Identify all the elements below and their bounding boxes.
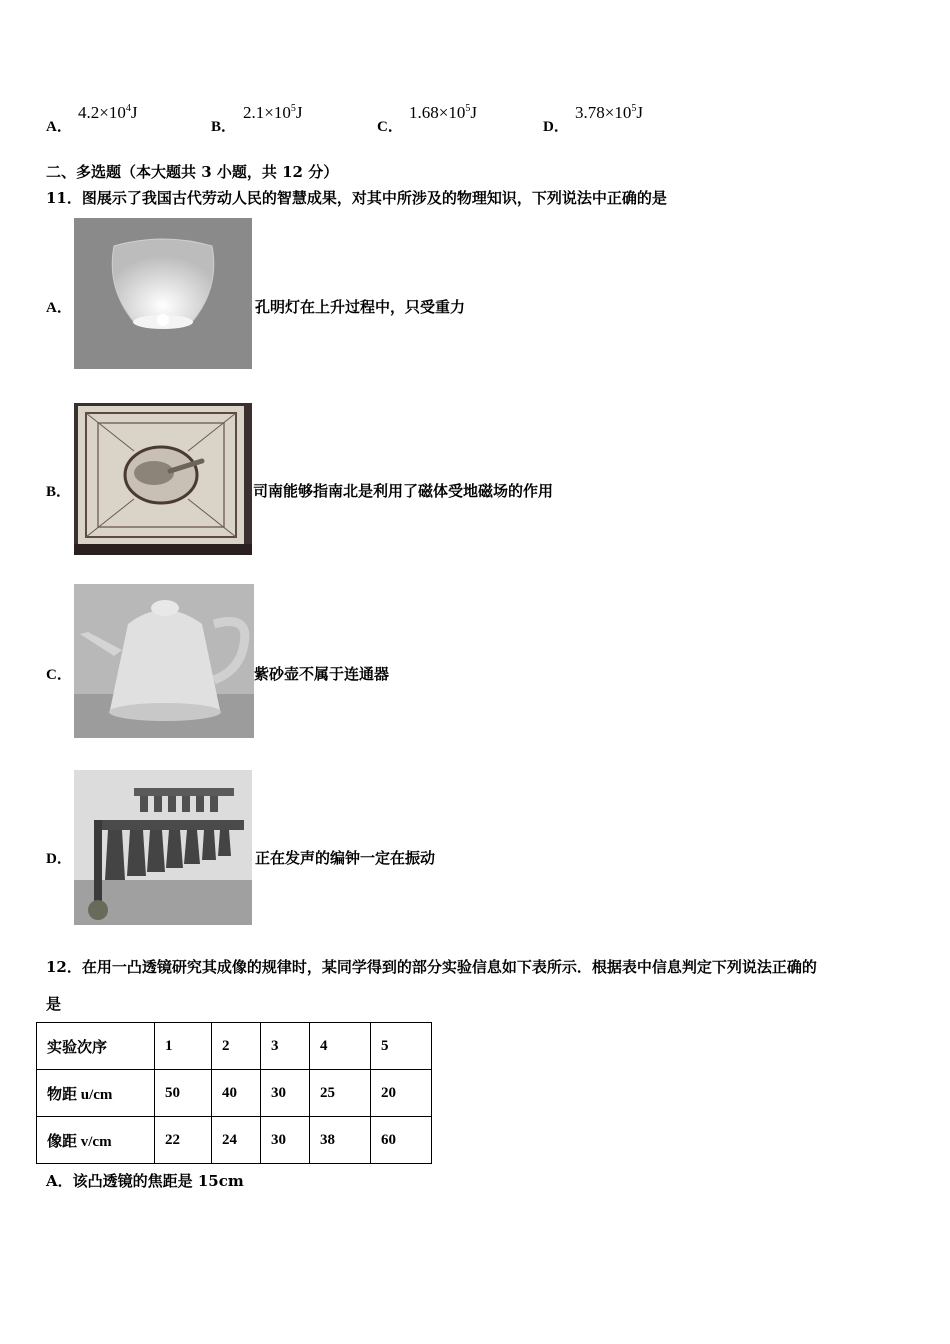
option-label: B． (211, 119, 237, 135)
q11-stem: 11．图展示了我国古代劳动人民的智慧成果，对其中所涉及的物理知识，下列说法中正确的是 (46, 189, 667, 207)
q11-option-c-label: C． (46, 667, 72, 683)
option-formula: $3.78\times 10^5J$ (575, 103, 643, 122)
table-cell: 20 (371, 1070, 432, 1117)
table-cell: 2 (212, 1023, 261, 1070)
teapot-photo-icon (74, 584, 254, 738)
option-formula: $1.68\times 10^5J$ (409, 103, 477, 122)
table-cell: 1 (155, 1023, 212, 1070)
option-formula: $2.1\times 10^5J$ (243, 103, 303, 122)
table-row (37, 1070, 432, 1117)
table-cell: 60 (371, 1117, 432, 1164)
table-cell: 25 (310, 1070, 371, 1117)
table-cell: 30 (261, 1070, 310, 1117)
table-cell: 4 (310, 1023, 371, 1070)
bianzhong-bells-photo-icon (74, 770, 252, 925)
sky-lantern-photo-icon (74, 218, 252, 369)
table-cell: 22 (155, 1117, 212, 1164)
q11-option-d-label: D． (46, 851, 72, 867)
table-cell: 50 (155, 1070, 212, 1117)
option-label: C． (377, 119, 403, 135)
q11-option-b-label: B． (46, 484, 72, 500)
q11-option-a-text: 孔明灯在上升过程中，只受重力 (255, 298, 466, 316)
q11-option-a-label: A． (46, 300, 72, 316)
table-cell: 3 (261, 1023, 310, 1070)
table-cell: 5 (371, 1023, 432, 1070)
table-cell: 38 (310, 1117, 371, 1164)
table-row (37, 1023, 432, 1070)
lens-data-table (36, 1022, 432, 1164)
section-heading: 二、多选题（本大题共 3 小题，共 12 分） (46, 163, 339, 181)
table-cell: 物距 u/cm (37, 1070, 155, 1117)
q11-option-b-text: 司南能够指南北是利用了磁体受地磁场的作用 (253, 482, 554, 500)
table-cell: 30 (261, 1117, 310, 1164)
q12-stem-line1: 12．在用一凸透镜研究其成像的规律时，某同学得到的部分实验信息如下表所示．根据表中信息判定下列说法正确的 (46, 958, 817, 976)
q11-option-d-text: 正在发声的编钟一定在振动 (255, 849, 436, 867)
table-row (37, 1117, 432, 1164)
q12-stem-line2: 是 (46, 995, 62, 1013)
option-label: A． (46, 119, 72, 135)
option-label: D． (543, 119, 569, 135)
q11-option-c-text: 紫砂壶不属于连通器 (254, 665, 390, 683)
table-cell: 像距 v/cm (37, 1117, 155, 1164)
table-cell: 24 (212, 1117, 261, 1164)
table-cell: 实验次序 (37, 1023, 155, 1070)
option-formula: $4.2\times 10^4J$ (78, 103, 138, 122)
q12-option-a: A．该凸透镜的焦距是 15cm (46, 1172, 244, 1190)
sinan-compass-photo-icon (74, 403, 252, 555)
table-cell: 40 (212, 1070, 261, 1117)
